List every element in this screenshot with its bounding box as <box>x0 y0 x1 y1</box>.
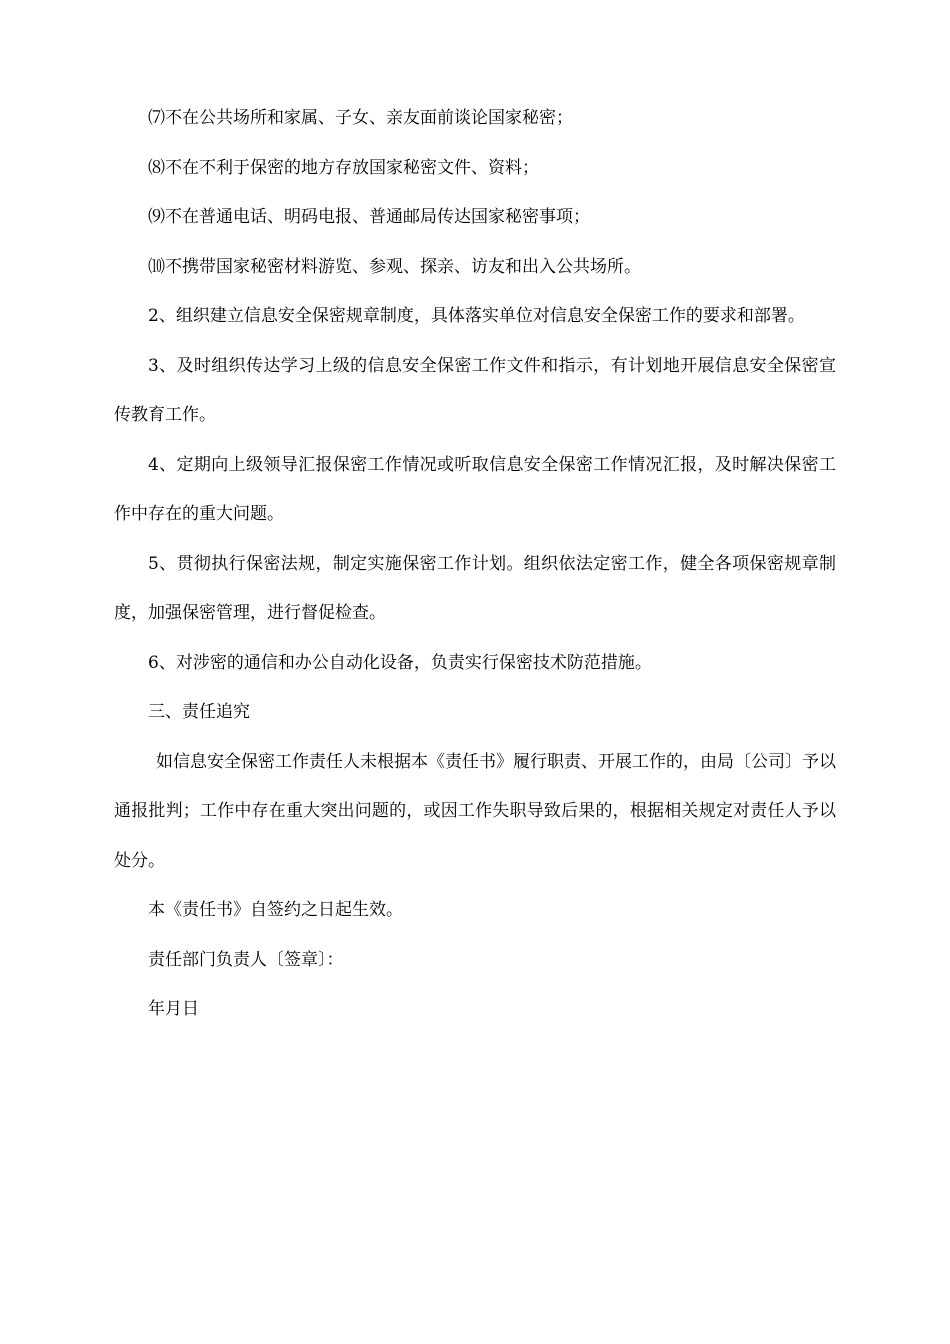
duty-paragraph-3: 3、及时组织传达学习上级的信息安全保密工作文件和指示，有计划地开展信息安全保密宣传教育工作。 <box>114 355 836 425</box>
clause-item-10: ⑽不携带国家秘密材料游览、参观、探亲、访友和出入公共场所。 <box>148 256 641 277</box>
document-body <box>114 94 836 1035</box>
duty-paragraph-4: 4、定期向上级领导汇报保密工作情况或听取信息安全保密工作情况汇报，及时解决保密工作中存在的重大问题。 <box>114 454 836 524</box>
clause-item-9: ⑼不在普通电话、明码电报、普通邮局传达国家秘密事项； <box>148 207 590 227</box>
duty-paragraph-5: 5、贯彻执行保密法规，制定实施保密工作计划。组织依法定密工作，健全各项保密规章制度，加强保密管理，进行督促检查。 <box>114 553 836 623</box>
duty-paragraph-2: 2、组织建立信息安全保密规章制度，具体落实单位对信息安全保密工作的要求和部署。 <box>148 306 805 326</box>
clause-item-7: ⑺不在公共场所和家属、子女、亲友面前谈论国家秘密； <box>148 108 573 128</box>
section-heading-accountability: 三、责任追究 <box>148 702 250 722</box>
clause-item-8: ⑻不在不利于保密的地方存放国家秘密文件、资料； <box>148 157 539 178</box>
date-line: 年月日 <box>148 999 199 1019</box>
duty-paragraph-6: 6、对涉密的通信和办公自动化设备，负责实行保密技术防范措施。 <box>148 652 652 673</box>
effective-clause: 本《责任书》自签约之日起生效。 <box>148 900 403 920</box>
signature-line: 责任部门负责人〔签章〕： <box>148 949 344 970</box>
accountability-paragraph: 如信息安全保密工作责任人未根据本《责任书》履行职责、开展工作的，由局〔公司〕予以通报批判；工作中存在重大突出问题的，或因工作失职导致后果的，根据相关规定对责任人予以处分。 <box>114 751 836 871</box>
